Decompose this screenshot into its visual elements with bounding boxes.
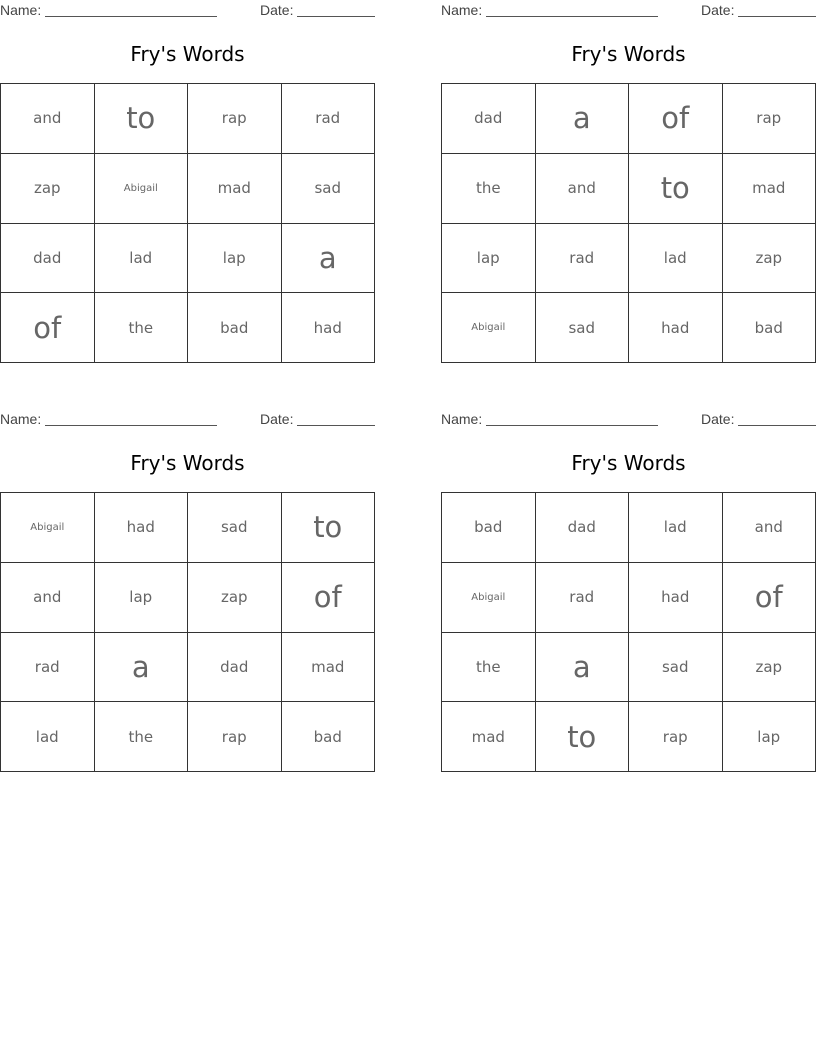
grid-cell: had <box>629 563 723 633</box>
grid-cell: rad <box>282 84 376 154</box>
grid-cell: mad <box>188 154 282 224</box>
grid-cell: bad <box>188 293 282 363</box>
grid-cell: zap <box>723 224 816 294</box>
grid-cell: and <box>1 563 95 633</box>
grid-cell: of <box>723 563 816 633</box>
word-grid <box>441 492 816 772</box>
grid-cell: to <box>95 84 189 154</box>
grid-cell: rap <box>188 702 282 772</box>
date-blank-line <box>297 425 375 426</box>
grid-cell: had <box>629 293 723 363</box>
grid-cell: mad <box>723 154 816 224</box>
card-title: Fry's Words <box>571 42 686 66</box>
grid-cell: a <box>282 224 376 294</box>
grid-cell: bad <box>442 493 536 563</box>
name-blank-line <box>45 16 217 17</box>
grid-cell: rad <box>536 224 630 294</box>
grid-cell: bad <box>723 293 816 363</box>
grid-cell: rap <box>629 702 723 772</box>
grid-cell: and <box>1 84 95 154</box>
card-header <box>441 0 816 20</box>
card-header <box>441 409 816 429</box>
grid-cell: mad <box>282 633 376 703</box>
grid-cell: Abigail <box>442 293 536 363</box>
bingo-card-4 <box>441 409 816 754</box>
grid-cell: had <box>95 493 189 563</box>
grid-cell: and <box>723 493 816 563</box>
date-label: Date: <box>701 411 735 427</box>
date-label: Date: <box>701 2 735 18</box>
name-label: Name: <box>441 411 483 427</box>
grid-cell: lad <box>1 702 95 772</box>
grid-cell: Abigail <box>95 154 189 224</box>
date-label: Date: <box>260 2 294 18</box>
grid-cell: a <box>536 84 630 154</box>
grid-cell: lad <box>95 224 189 294</box>
grid-cell: dad <box>442 84 536 154</box>
card-title: Fry's Words <box>130 42 245 66</box>
card-header <box>0 409 375 429</box>
grid-cell: to <box>536 702 630 772</box>
grid-cell: of <box>1 293 95 363</box>
grid-cell: rad <box>536 563 630 633</box>
grid-cell: to <box>282 493 376 563</box>
grid-cell: had <box>282 293 376 363</box>
grid-cell: sad <box>536 293 630 363</box>
grid-cell: lap <box>188 224 282 294</box>
grid-cell: rap <box>188 84 282 154</box>
grid-cell: mad <box>442 702 536 772</box>
grid-cell: the <box>442 154 536 224</box>
grid-cell: zap <box>1 154 95 224</box>
grid-cell: lap <box>95 563 189 633</box>
name-blank-line <box>486 16 658 17</box>
card-title: Fry's Words <box>571 451 686 475</box>
grid-cell: to <box>629 154 723 224</box>
grid-cell: rap <box>723 84 816 154</box>
grid-cell: dad <box>536 493 630 563</box>
card-title: Fry's Words <box>130 451 245 475</box>
grid-cell: of <box>629 84 723 154</box>
grid-cell: dad <box>188 633 282 703</box>
grid-cell: rad <box>1 633 95 703</box>
grid-cell: lap <box>442 224 536 294</box>
bingo-card-2 <box>441 0 816 337</box>
grid-cell: zap <box>188 563 282 633</box>
bingo-card-1 <box>0 0 375 345</box>
name-blank-line <box>486 425 658 426</box>
date-label: Date: <box>260 411 294 427</box>
word-grid <box>441 83 816 363</box>
grid-cell: bad <box>282 702 376 772</box>
grid-cell: the <box>442 633 536 703</box>
word-grid <box>0 83 375 363</box>
grid-cell: sad <box>188 493 282 563</box>
grid-cell: lad <box>629 493 723 563</box>
grid-cell: lap <box>723 702 816 772</box>
grid-cell: the <box>95 702 189 772</box>
name-blank-line <box>45 425 217 426</box>
grid-cell: Abigail <box>1 493 95 563</box>
grid-cell: lad <box>629 224 723 294</box>
grid-cell: zap <box>723 633 816 703</box>
grid-cell: sad <box>282 154 376 224</box>
grid-cell: Abigail <box>442 563 536 633</box>
grid-cell: and <box>536 154 630 224</box>
name-label: Name: <box>0 2 42 18</box>
grid-cell: a <box>95 633 189 703</box>
grid-cell: the <box>95 293 189 363</box>
name-label: Name: <box>441 2 483 18</box>
grid-cell: a <box>536 633 630 703</box>
name-label: Name: <box>0 411 42 427</box>
date-blank-line <box>738 16 816 17</box>
date-blank-line <box>297 16 375 17</box>
bingo-card-3 <box>0 409 375 746</box>
grid-cell: of <box>282 563 376 633</box>
grid-cell: dad <box>1 224 95 294</box>
card-header <box>0 0 375 20</box>
grid-cell: sad <box>629 633 723 703</box>
word-grid <box>0 492 375 772</box>
date-blank-line <box>738 425 816 426</box>
